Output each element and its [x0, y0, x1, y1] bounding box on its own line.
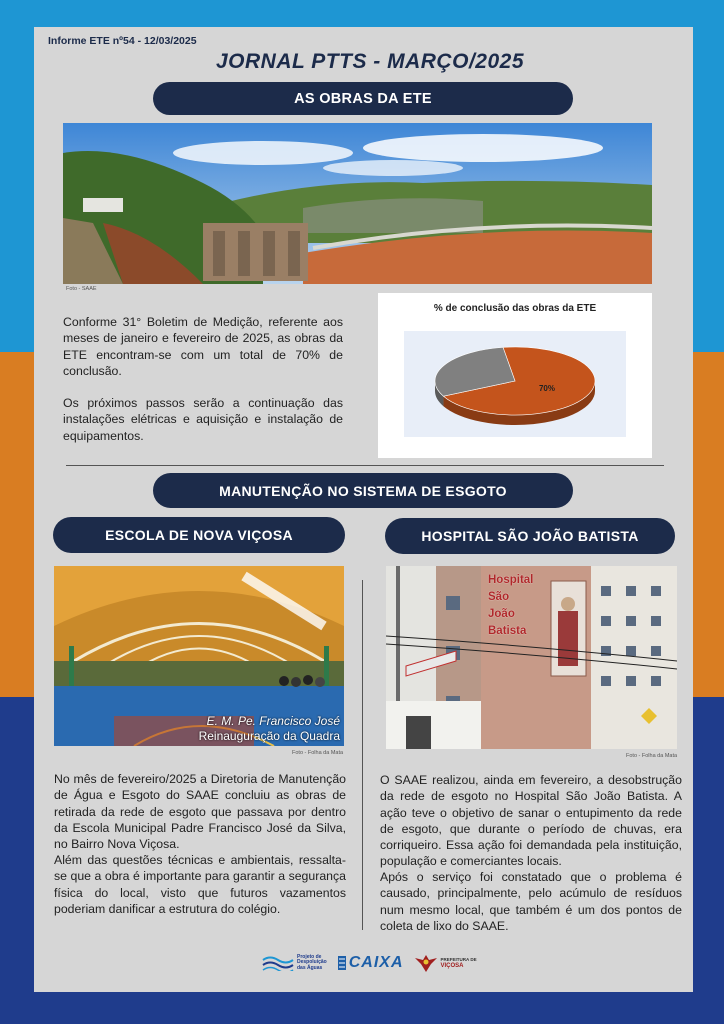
logo-caixa	[337, 954, 404, 972]
section-divider	[66, 465, 664, 466]
logo-despoluicao-line-1: Projeto de	[297, 953, 322, 960]
hospital-photo	[386, 566, 677, 749]
logo-despoluicao-line-2: Despoluição	[297, 959, 327, 966]
caixa-emblem-icon	[337, 955, 347, 971]
footer-logos	[262, 953, 477, 973]
subheading-hospital: HOSPITAL SÃO JOÃO BATISTA	[385, 518, 675, 554]
hospital-paragraph-1: O SAAE realizou, ainda em fevereiro, a desobstrução da rede de esgoto no Hospital São João Batista. A ação teve o objetivo de sanar o entupimento da rede de esgoto, que durante o período de chuvas, era corriqueiro. Essa ação foi demandada pela instituição, população e comerciantes locais.	[380, 773, 682, 869]
logo-despoluicao	[262, 955, 327, 972]
pie-slice-0-label: 70%	[538, 384, 555, 394]
hospital-sign	[488, 572, 533, 640]
school-paragraph-1: No mês de fevereiro/2025 a Diretoria de Manutenção de Água e Esgoto do SAAE concluiu as obras de retirada da rede de esgoto que passava por dentro da Escola Municipal Padre Francisco José da Silva, no Bairro Nova Viçosa.	[54, 772, 346, 852]
column-divider	[362, 580, 363, 930]
gym-photo-overlay-title: E. M. Pe. Francisco José	[206, 714, 340, 728]
chart-plot	[378, 293, 652, 458]
logo-caixa-text: CAIXA	[348, 954, 404, 971]
hospital-sign-line-4: Batista	[488, 625, 527, 637]
gym-photo-overlay-subtitle: Reinauguração da Quadra	[198, 729, 340, 743]
hospital-sign-line-2: São	[488, 591, 510, 603]
hospital-sign-line-1: Hospital	[488, 574, 534, 586]
hospital-photo-caption: Foto - Folha da Mata	[626, 753, 678, 759]
hospital-paragraph-2: Após o serviço foi constatado que o problema é causado, principalmente, pelo acúmulo de resíduos num mesmo local, que também é um dos pontos de coleta de lixo do SAAE.	[380, 870, 682, 933]
section-heading-ete: AS OBRAS DA ETE	[153, 82, 573, 115]
ete-photo-caption: Foto - SAAE	[66, 286, 97, 292]
ete-paragraph-1: Conforme 31° Boletim de Medição, referente aos meses de janeiro e fevereiro de 2025, as obras da ETE encontram-se com um total de 70% de conclusão.	[63, 315, 343, 378]
logo-prefeitura-line-2: VIÇOSA	[440, 963, 464, 969]
logo-prefeitura	[414, 953, 477, 973]
issue-label: Informe ETE nº54 - 12/03/2025	[48, 35, 197, 47]
eagle-crest-icon	[414, 953, 438, 973]
water-waves-icon	[262, 955, 294, 971]
ete-paragraph-2: Os próximos passos serão a continuação das instalações elétricas e aquisição e instalação de equipamentos.	[63, 396, 343, 443]
school-gym-photo	[54, 566, 344, 746]
logo-prefeitura-line-1: PREFEITURA DE	[440, 957, 477, 962]
ete-progress-chart	[378, 293, 652, 458]
hospital-sign-line-3: João	[488, 608, 515, 620]
chart-title: % de conclusão das obras da ETE	[433, 303, 597, 314]
page-title: JORNAL PTTS - MARÇO/2025	[216, 50, 524, 73]
school-photo-caption: Foto - Folha da Mata	[292, 750, 344, 756]
school-paragraph-2: Além das questões técnicas e ambientais, ressalta-se que a obra é importante para garantir a segurança física do local, visto que futuros vazamentos poderiam danificar a estrutura do colégio.	[54, 853, 346, 916]
section-heading-esgoto: MANUTENÇÃO NO SISTEMA DE ESGOTO	[153, 473, 573, 508]
ete-construction-photo	[63, 123, 652, 284]
subheading-escola: ESCOLA DE NOVA VIÇOSA	[53, 517, 345, 553]
logo-despoluicao-line-3: das Águas	[297, 964, 323, 971]
